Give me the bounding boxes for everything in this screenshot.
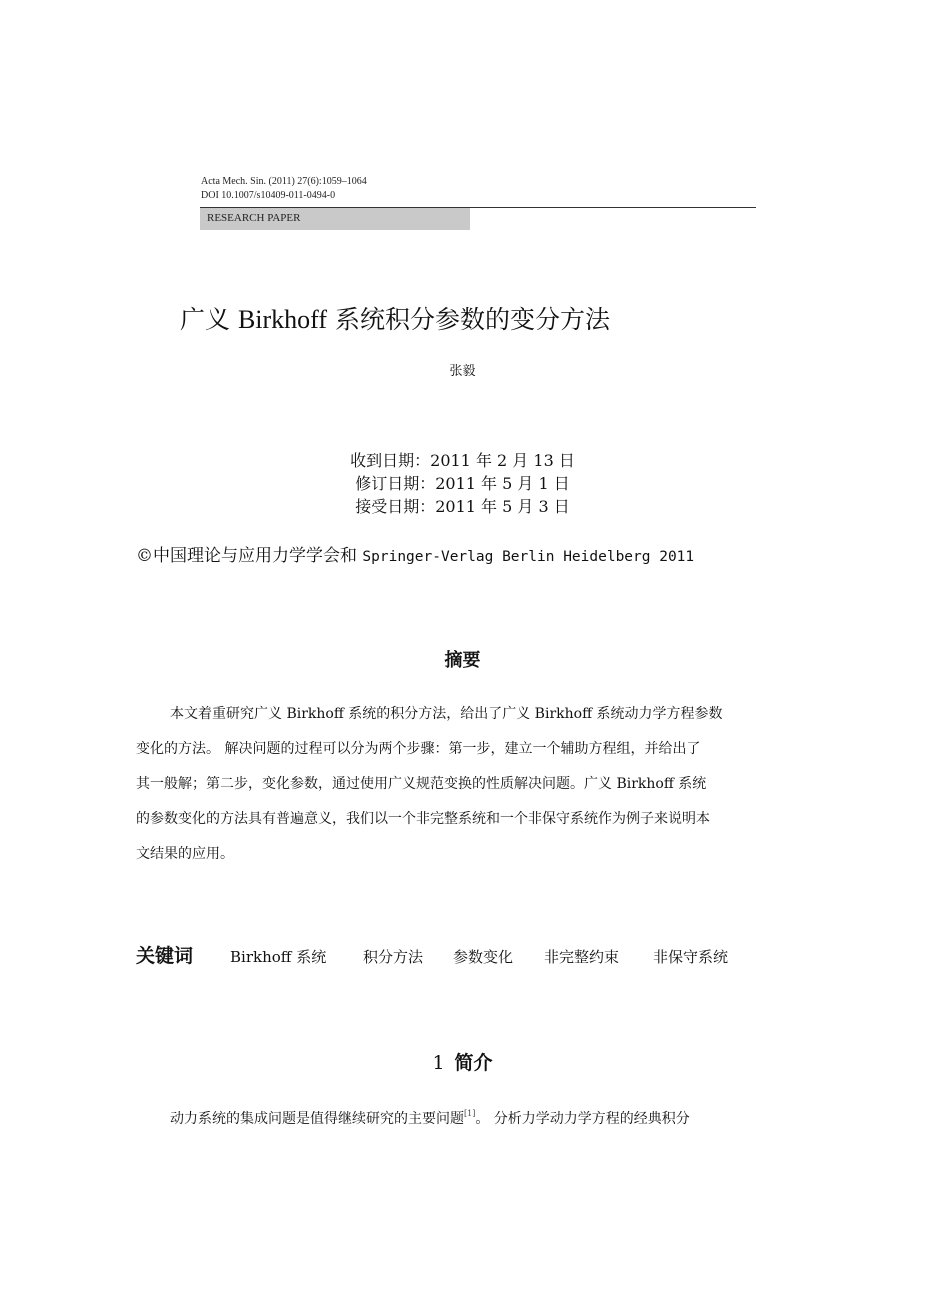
title-prefix: 广义 bbox=[180, 305, 238, 334]
abstract-heading: 摘要 bbox=[444, 650, 481, 671]
citation-ref[interactable]: [1] bbox=[464, 1109, 476, 1118]
intro-text-continued: 。 分析力学动力学方程的经典积分 bbox=[475, 1111, 690, 1127]
section-heading bbox=[0, 1049, 925, 1077]
abstract-line: 本文着重研究广义 Birkhoff 系统的积分方法，给出了广义 Birkhoff 系统动力学方程参数 bbox=[170, 706, 723, 722]
intro-paragraph-line bbox=[170, 1103, 690, 1130]
title-latin: Birkhoff bbox=[237, 305, 328, 334]
revised-date: 修订日期：2011 年 5 月 1 日 bbox=[355, 474, 570, 493]
section-title: 简介 bbox=[454, 1052, 493, 1074]
keyword-item: 非完整约束 bbox=[544, 948, 620, 966]
received-date: 收到日期：2011 年 2 月 13 日 bbox=[350, 451, 575, 470]
author: 张毅 bbox=[449, 364, 476, 379]
paper-title bbox=[180, 302, 610, 338]
abstract-line: 其一般解；第二步，变化参数，通过使用广义规范变换的性质解决问题。广义 Birkhoff 系统 bbox=[136, 776, 707, 792]
paper-type-label: RESEARCH PAPER bbox=[207, 212, 301, 224]
title-suffix: 系统积分参数的变分方法 bbox=[327, 305, 610, 334]
abstract-line: 的参数变化的方法具有普遍意义，我们以一个非完整系统和一个非保守系统作为例子来说明本 bbox=[136, 811, 710, 827]
intro-text: 动力系统的集成问题是值得继续研究的主要问题 bbox=[170, 1111, 464, 1127]
abstract-line: 文结果的应用。 bbox=[136, 846, 234, 862]
copyright bbox=[136, 543, 694, 570]
keywords-label: 关键词 bbox=[136, 945, 194, 967]
keyword-item: 积分方法 bbox=[363, 948, 424, 966]
journal-citation: Acta Mech. Sin. (2011) 27(6):1059–1064 bbox=[201, 176, 367, 187]
abstract-line: 变化的方法。 解决问题的过程可以分为两个步骤：第一步，建立一个辅助方程组，并给出了 bbox=[136, 741, 701, 757]
copyright-cn: ©中国理论与应用力学学会和 bbox=[136, 546, 363, 566]
copyright-en: Springer-Verlag Berlin Heidelberg 2011 bbox=[362, 549, 695, 565]
keyword-item: 非保守系统 bbox=[653, 948, 729, 966]
section-number: 1 bbox=[432, 1052, 445, 1074]
doi: DOI 10.1007/s10409-011-0494-0 bbox=[201, 190, 336, 201]
keyword-item: 参数变化 bbox=[453, 948, 514, 966]
accepted-date: 接受日期：2011 年 5 月 3 日 bbox=[355, 497, 570, 516]
keyword-item: Birkhoff 系统 bbox=[230, 948, 327, 966]
